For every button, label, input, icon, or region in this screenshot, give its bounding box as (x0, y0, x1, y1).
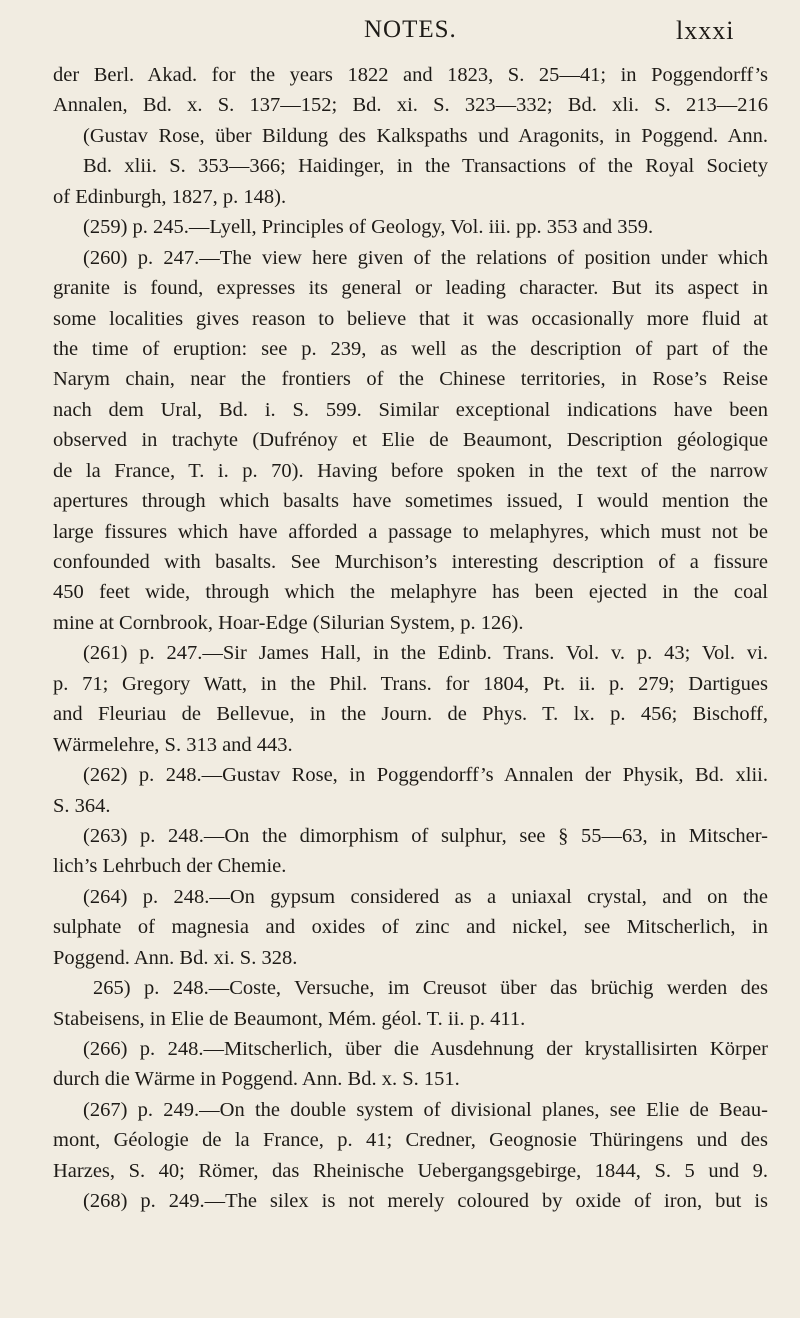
note-261: (261) p. 247.—Sir James Hall, in the Edinb. Trans. Vol. v. p. 43; Vol. vi. (83, 642, 768, 665)
text-line: 450 feet wide, through which the melaphyre has been ejected in the coal (53, 581, 768, 604)
running-title: NOTES. (364, 16, 457, 43)
text-line: Wärmelehre, S. 313 and 443. (53, 733, 293, 756)
text-line: Bd. xlii. S. 353—366; Haidinger, in the Transactions of the Royal Society (83, 155, 768, 178)
text-line: observed in trachyte (Dufrénoy et Elie de Beaumont, Description géologique (53, 429, 768, 452)
text-line: the time of eruption: see p. 239, as well as the description of part of the (53, 337, 768, 360)
text-line: some localities gives reason to believe that it was occasionally more fluid at (53, 307, 768, 330)
note-268: (268) p. 249.—The silex is not merely coloured by oxide of iron, but is (83, 1190, 768, 1213)
text-line: sulphate of magnesia and oxides of zinc and nickel, see Mitscherlich, in (53, 916, 768, 939)
text-line: Poggend. Ann. Bd. xi. S. 328. (53, 946, 298, 969)
note-264: (264) p. 248.—On gypsum considered as a uniaxal crystal, and on the (83, 885, 768, 908)
text-line: and Fleuriau de Bellevue, in the Journ. de Phys. T. lx. p. 456; Bischoff, (53, 703, 768, 726)
note-265: 265) p. 248.—Coste, Versuche, im Creusot über das brüchig werden des (93, 977, 768, 1000)
text-line: p. 71; Gregory Watt, in the Phil. Trans. for 1804, Pt. ii. p. 279; Dartigues (53, 672, 768, 695)
text-line: of Edinburgh, 1827, p. 148). (53, 185, 287, 208)
text-line: mine at Cornbrook, Hoar-Edge (Silurian System, p. 126). (53, 611, 524, 634)
note-260: (260) p. 247.—The view here given of the relations of position under which (83, 246, 768, 269)
note-262: (262) p. 248.—Gustav Rose, in Poggendorff’s Annalen der Physik, Bd. xlii. (83, 764, 768, 787)
page-number: lxxxi (676, 16, 735, 45)
text-line: de la France, T. i. p. 70). Having before spoken in the text of the narrow (53, 459, 768, 482)
note-259: (259) p. 245.—Lyell, Principles of Geology, Vol. iii. pp. 353 and 359. (83, 216, 654, 239)
text-line: der Berl. Akad. for the years 1822 and 1823, S. 25—41; in Poggendorff’s (53, 64, 768, 86)
text-line: apertures through which basalts have sometimes issued, I would mention the (53, 490, 768, 513)
text-line: mont, Géologie de la France, p. 41; Credner, Geognosie Thüringens und des (53, 1129, 768, 1152)
text-line: durch die Wärme in Poggend. Ann. Bd. x. S. 151. (53, 1068, 460, 1091)
notes-text (53, 60, 768, 1217)
note-267: (267) p. 249.—On the double system of divisional planes, see Elie de Beau- (83, 1098, 768, 1121)
text-line: lich’s Lehrbuch der Chemie. (53, 855, 287, 878)
text-line: Annalen, Bd. x. S. 137—152; Bd. xi. S. 323—332; Bd. xli. S. 213—216 (53, 94, 768, 117)
text-line: large fissures which have afforded a passage to melaphyres, which must not be (53, 520, 768, 543)
text-line: Harzes, S. 40; Römer, das Rheinische Uebergangsgebirge, 1844, S. 5 und 9. (53, 1159, 768, 1182)
text-line: (Gustav Rose, über Bildung des Kalkspaths und Aragonits, in Poggend. Ann. (83, 124, 768, 147)
note-266: (266) p. 248.—Mitscherlich, über die Ausdehnung der krystallisirten Körper (83, 1038, 768, 1060)
text-line: confounded with basalts. See Murchison’s interesting description of a fissure (53, 551, 768, 573)
running-header (0, 16, 800, 56)
text-line: S. 364. (53, 794, 111, 817)
note-263: (263) p. 248.—On the dimorphism of sulphur, see § 55—63, in Mitscher- (83, 824, 768, 847)
text-line: Narym chain, near the frontiers of the Chinese territories, in Rose’s Reise (53, 368, 768, 391)
text-line: nach dem Ural, Bd. i. S. 599. Similar exceptional indications have been (53, 398, 768, 421)
text-line: Stabeisens, in Elie de Beaumont, Mém. géol. T. ii. p. 411. (53, 1007, 526, 1030)
text-line: granite is found, expresses its general or leading character. But its aspect in (53, 277, 768, 300)
